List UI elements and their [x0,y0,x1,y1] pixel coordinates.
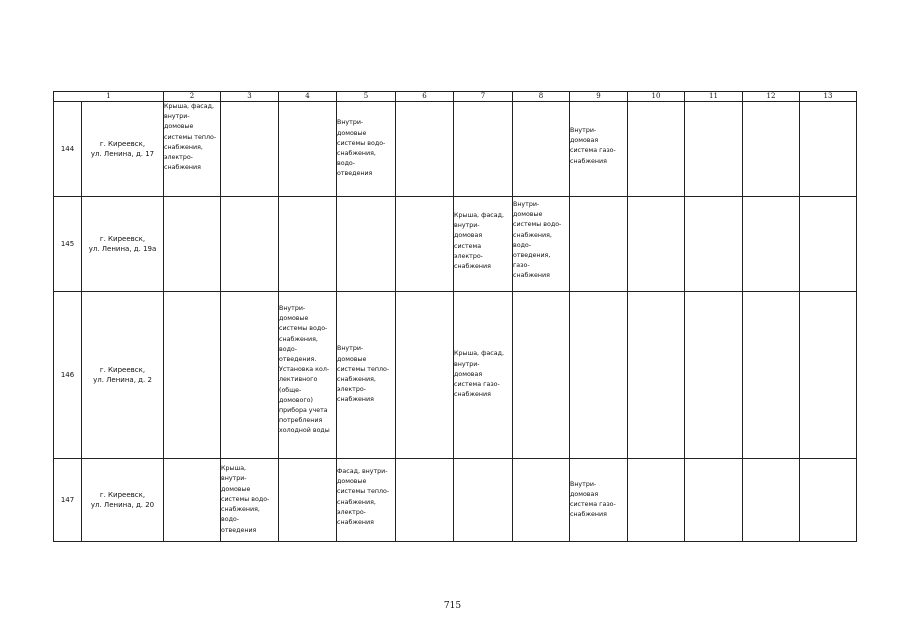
work-cell [628,292,685,459]
work-cell [685,459,743,542]
work-cell [570,292,628,459]
work-cell: Внутри- домовые системы тепло- снабжения, электро- снабжения [337,292,396,459]
work-cell: Фасад, внутри- домовые системы тепло- снабжения, электро- снабжения [337,459,396,542]
work-cell [513,292,570,459]
work-cell [570,197,628,292]
work-cell [279,459,337,542]
column-header-8: 8 [513,92,570,102]
work-cell [396,459,454,542]
address-city: г. Киреевск, [99,366,146,374]
work-cell: Крыша, фасад, внутри- домовые системы тепло- снабжения, электро- снабжения [164,102,221,197]
work-cell: Внутри- домовые системы водо- снабжения, водо- отведения, газо- снабжения [513,197,570,292]
address-street: ул. Ленина, д. 17 [90,150,155,158]
column-header-11: 11 [685,92,743,102]
column-header-10: 10 [628,92,685,102]
work-cell [454,459,513,542]
address-street: ул. Ленина, д. 2 [93,376,152,384]
column-header-6: 6 [396,92,454,102]
column-header-4: 4 [279,92,337,102]
address-cell [82,102,164,197]
work-cell: Крыша, фасад, внутри- домовая система электро- снабжения [454,197,513,292]
work-cell [164,197,221,292]
column-header-12: 12 [743,92,800,102]
work-cell [800,459,857,542]
work-cell [221,197,279,292]
renovation-schedule-table [53,91,857,542]
column-header-9: 9 [570,92,628,102]
work-cell [279,197,337,292]
work-cell [685,292,743,459]
work-cell [800,292,857,459]
column-header-3: 3 [221,92,279,102]
row-number: 145 [54,197,82,292]
work-cell [743,197,800,292]
column-header-13: 13 [800,92,857,102]
work-cell [685,102,743,197]
work-cell: Внутри- домовые системы водо- снабжения, водо- отведения. Установка кол- лективного (обще- домового) прибора учета потребления холодной воды [279,292,337,459]
work-cell [396,197,454,292]
row-number: 147 [54,459,82,542]
address-city: г. Киреевск, [99,491,146,499]
table-row [54,292,857,459]
table-row [54,197,857,292]
column-header-1: 1 [54,92,164,102]
work-cell: Внутри- домовая система газо- снабжения [570,459,628,542]
address-city: г. Киреевск, [99,140,146,148]
column-header-5: 5 [337,92,396,102]
table-row [54,102,857,197]
row-number: 146 [54,292,82,459]
header-row [54,92,857,102]
work-cell [396,292,454,459]
work-cell: Крыша, внутри- домовые системы водо- снабжения, водо- отведения [221,459,279,542]
work-cell [800,102,857,197]
work-cell [454,102,513,197]
work-cell [800,197,857,292]
work-cell [743,292,800,459]
work-cell: Внутри- домовая система газо- снабжения [570,102,628,197]
work-cell [221,292,279,459]
address-street: ул. Ленина, д. 20 [90,501,155,509]
work-cell [396,102,454,197]
work-cell [513,459,570,542]
work-cell [743,459,800,542]
table-row [54,459,857,542]
work-cell: Внутри- домовые системы водо- снабжения, водо- отведения [337,102,396,197]
work-cell [164,459,221,542]
work-cell: Крыша, фасад, внутри- домовая система газо- снабжения [454,292,513,459]
column-header-2: 2 [164,92,221,102]
work-cell [628,197,685,292]
row-number: 144 [54,102,82,197]
column-header-7: 7 [454,92,513,102]
work-cell [628,102,685,197]
work-cell [685,197,743,292]
work-cell [337,197,396,292]
work-cell [279,102,337,197]
address-cell [82,292,164,459]
work-cell [628,459,685,542]
work-cell [743,102,800,197]
address-cell [82,459,164,542]
address-cell [82,197,164,292]
work-cell [164,292,221,459]
work-cell [221,102,279,197]
page-number: 715 [443,601,462,611]
address-city: г. Киреевск, [99,235,146,243]
address-street: ул. Ленина, д. 19а [88,245,157,253]
work-cell [513,102,570,197]
